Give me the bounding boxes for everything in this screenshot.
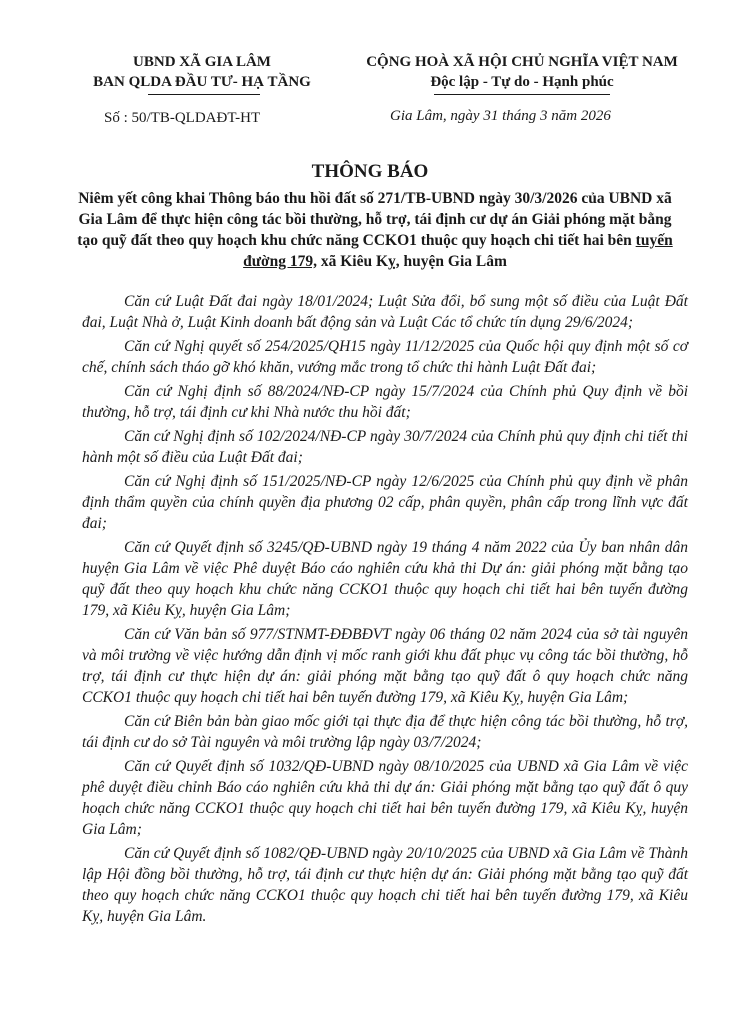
legal-basis-paragraph: Căn cứ Quyết định số 1082/QĐ-UBND ngày 20/10/2025 của UBND xã Gia Lâm về Thành lập Hội đồng bồi thường, hỗ trợ, tái định cư thực hiện dự án: Giải phóng mặt bằng tạo quỹ đất theo quy hoạch chức năng CCKO1 thuộc quy hoạch chi tiết hai bên tuyến đường 179, xã Kiêu Kỵ, huyện Gia Lâm.	[82, 845, 688, 925]
legal-basis-paragraph: Căn cứ Nghị định số 102/2024/NĐ-CP ngày 30/7/2024 của Chính phủ quy định chi tiết thi hành một số điều của Luật Đất đai;	[82, 428, 688, 466]
legal-basis-paragraph: Căn cứ Nghị định số 88/2024/NĐ-CP ngày 15/7/2024 của Chính phủ Quy định về bồi thường, hỗ trợ, tái định cư khi Nhà nước thu hồi đất;	[82, 383, 688, 421]
legal-basis-paragraph: Căn cứ Nghị định số 151/2025/NĐ-CP ngày 12/6/2025 của Chính phủ quy định về phân định thẩm quyền của chính quyền địa phương 02 cấp, phân quyền, phân cấp trong lĩnh vực đất đai;	[82, 473, 688, 532]
document-date: Gia Lâm, ngày 31 tháng 3 năm 2026	[390, 108, 611, 124]
legal-basis-paragraph: Căn cứ Biên bản bàn giao mốc giới tại thực địa để thực hiện công tác bồi thường, hỗ trợ, tái định cư do sở Tài nguyên và môi trường lập ngày 03/7/2024;	[82, 713, 688, 751]
agency-line-2: BAN QLDA ĐẦU TƯ- HẠ TẦNG	[93, 74, 311, 90]
document-body	[82, 291, 688, 930]
legal-basis-paragraph: Căn cứ Quyết định số 3245/QĐ-UBND ngày 19 tháng 4 năm 2022 của Ủy ban nhân dân huyện Gia Lâm về việc Phê duyệt Báo cáo nghiên cứu khả thi Dự án: giải phóng mặt bằng tạo quỹ đất theo quy hoạch khu chức năng CCKO1 thuộc quy hoạch chi tiết hai bên tuyến đường 179, xã Kiêu Kỵ, huyện Gia Lâm;	[82, 539, 688, 619]
legal-basis-paragraph: Căn cứ Văn bản số 977/STNMT-ĐĐBĐVT ngày 06 tháng 02 năm 2024 của sở tài nguyên và môi trường về việc hướng dẫn định vị mốc ranh giới khu đất phục vụ công tác bồi thường, hỗ trợ, tái định cư thực hiện dự án: giải phóng mặt bằng tạo quỹ đất ô quy hoạch chức năng CCKO1 thuộc quy hoạch chi tiết hai bên tuyến đường 179, xã Kiêu Kỵ, huyện Gia Lâm;	[82, 626, 688, 706]
motto-underline	[434, 94, 610, 95]
national-motto	[352, 52, 692, 92]
subtitle-underlined: tuyến đường 179,	[243, 232, 673, 270]
legal-basis-paragraph: Căn cứ Quyết định số 1032/QĐ-UBND ngày 08/10/2025 của UBND xã Gia Lâm về việc phê duyệt điều chỉnh Báo cáo nghiên cứu khả thi dự án: Giải phóng mặt bằng tạo quỹ đất ô quy hoạch chức năng CCKO1 thuộc quy hoạch chi tiết hai bên tuyến đường 179, xã Kiêu Kỵ, huyện Gia Lâm;	[82, 758, 688, 838]
agency-line-1: UBND XÃ GIA LÂM	[133, 54, 271, 70]
legal-basis-paragraph: Căn cứ Luật Đất đai ngày 18/01/2024; Luật Sửa đổi, bổ sung một số điều của Luật Đất đai, Luật Nhà ở, Luật Kinh doanh bất động sản và Luật Các tổ chức tín dụng 29/6/2024;	[82, 293, 688, 331]
document-title: THÔNG BÁO	[311, 161, 429, 182]
agency-underline	[148, 94, 260, 95]
subtitle-end: xã Kiêu Kỵ, huyện Gia Lâm	[320, 253, 507, 270]
motto-line-2: Độc lập - Tự do - Hạnh phúc	[430, 74, 614, 90]
document-subtitle	[70, 188, 680, 272]
issuing-agency	[62, 52, 342, 92]
document-number: Số : 50/TB-QLDAĐT-HT	[104, 110, 261, 126]
motto-line-1: CỘNG HOÀ XÃ HỘI CHỦ NGHĨA VIỆT NAM	[366, 54, 678, 70]
legal-basis-paragraph: Căn cứ Nghị quyết số 254/2025/QH15 ngày 11/12/2025 của Quốc hội quy định một số cơ chế, chính sách tháo gỡ khó khăn, vướng mắc trong tổ chức thi hành Luật Đất đai;	[82, 338, 688, 376]
subtitle-main: Niêm yết công khai Thông báo thu hồi đất số 271/TB-UBND ngày 30/3/2026 của UBND xã Gia Lâm để thực hiện công tác bồi thường, hỗ trợ, tái định cư dự án Giải phóng mặt bằng tạo quỹ đất theo quy hoạch khu chức năng CCKO1 thuộc quy hoạch chi tiết hai bên	[77, 190, 672, 249]
